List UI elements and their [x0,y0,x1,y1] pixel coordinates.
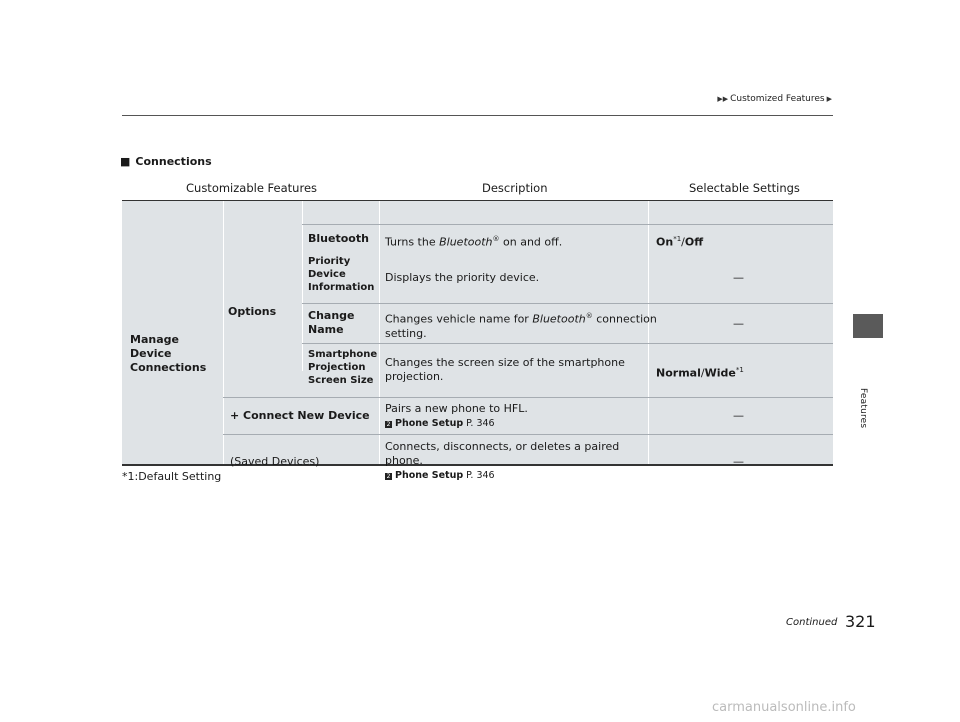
reference-arrow-icon: 2 [386,472,391,480]
table-row-description: Pairs a new phone to HFL. 2 Phone Setup P. 346 [385,402,528,429]
breadcrumb [717,94,832,104]
table-row-feature: Smartphone Projection Screen Size [308,349,378,386]
side-tab-marker [853,314,883,338]
table-row-setting: Normal/Wide$^{*1}$ [656,366,744,380]
table-row-feature: + Connect New Device [230,409,370,422]
header-rule [122,115,833,116]
cross-reference: 2 Phone Setup P. 346 [386,470,495,481]
table-row-setting: — [733,409,744,422]
table-header [122,176,833,201]
section-title [120,155,212,168]
continued-label: Continued [786,617,838,628]
page-number: 321 [845,612,876,631]
section-marker-icon: ■ [120,155,131,168]
table-row-feature: Bluetooth [308,232,369,245]
breadcrumb-end-arrow-icon: ▶ [826,95,832,103]
cross-reference: 2 Phone Setup P. 346 [386,418,495,429]
watermark: carmanualsonline.info [712,700,856,715]
table-row-feature: (Saved Devices) [230,455,320,468]
section-title-text: Connections [135,155,212,168]
table-row-setting: On$^{*1}$/Off [656,235,704,249]
table-row-description: Turns the Bluetooth® on and off. [385,235,563,249]
table-row-setting: — [733,455,744,468]
reference-arrow-icon: 2 [386,420,391,428]
group-label: Manage Device Connections [130,333,207,374]
table-row-setting: — [733,317,744,330]
column-header-description: Description [482,181,548,195]
table-row-setting: — [733,271,744,284]
column-header-features: Customizable Features [186,181,318,195]
table-row-description: Changes the screen size of the smartphone projection. [385,356,625,383]
breadcrumb-arrow-icon: ▶▶ [717,95,729,103]
table-row-feature: Change Name [308,309,355,336]
table-row-description: Connects, disconnects, or deletes a paired phone. 2 Phone Setup P. 346 [385,440,620,481]
column-header-settings: Selectable Settings [689,181,800,195]
side-tab-label: Features [858,388,868,429]
subgroup-label: Options [228,305,277,318]
footnote: *1:Default Setting [122,470,222,483]
table-row-feature: Priority Device Information [308,256,375,293]
table-row-description: Changes vehicle name for Bluetooth® connection setting. [385,312,657,340]
breadcrumb-label: Customized Features [730,94,825,104]
table-row-description: Displays the priority device. [385,271,540,284]
